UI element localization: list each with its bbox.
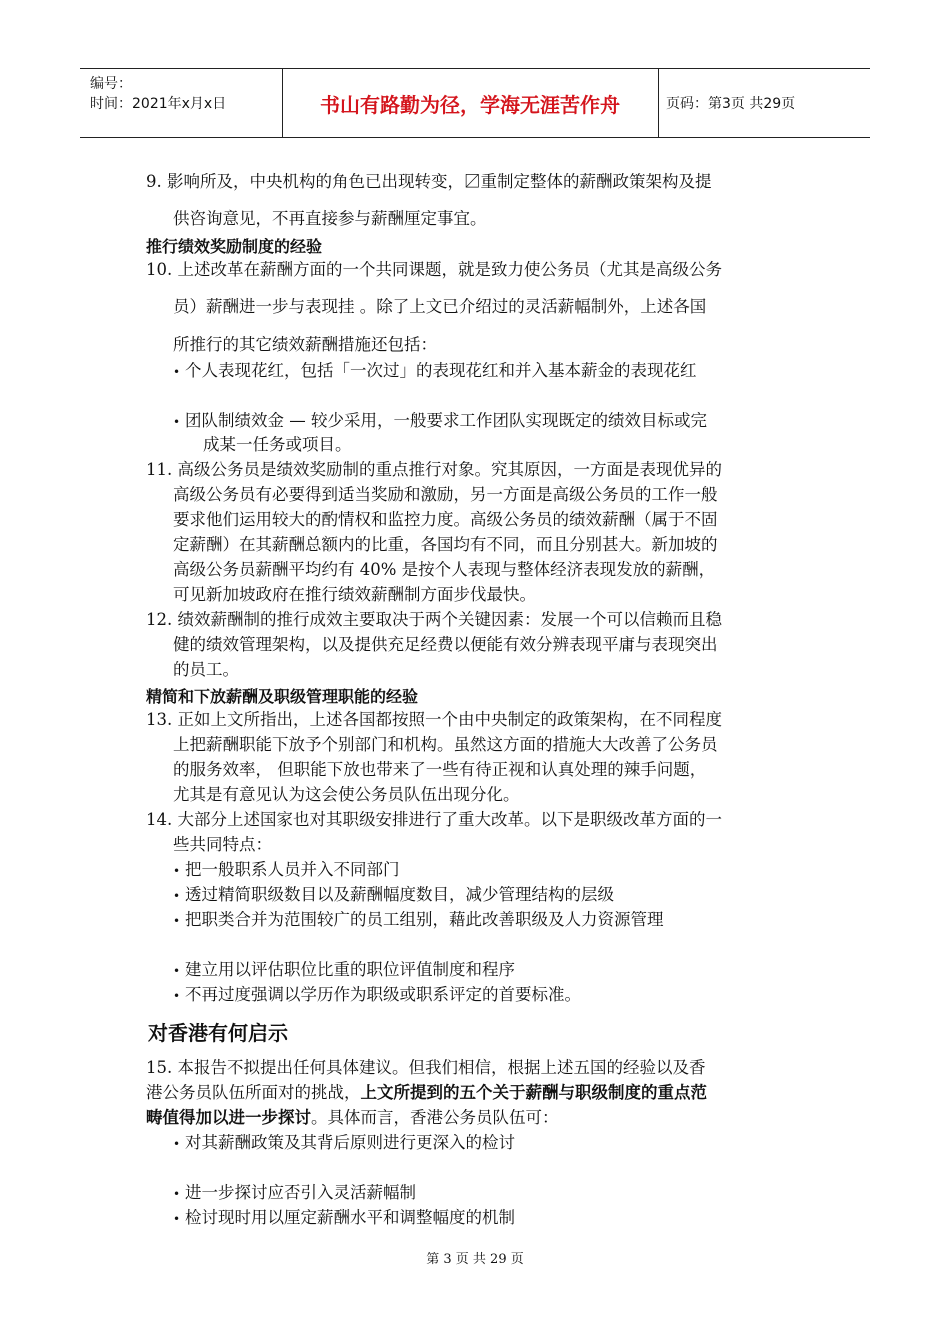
list-item-text: 把职类合并为范围较广的员工组别，藉此改善职级及人力资源管理	[185, 910, 664, 929]
list-item-text: 建立用以评估职位比重的职位评值制度和程序	[185, 960, 515, 979]
para-15-text: 港公务员队伍所面对的挑战，	[146, 1083, 361, 1102]
bullet-icon: •	[173, 964, 181, 978]
bullet-icon: •	[173, 1187, 181, 1201]
heading-performance: 推行绩效奖励制度的经验	[146, 237, 323, 256]
bullet-icon: •	[173, 914, 181, 928]
para-15-line-2	[146, 1082, 707, 1104]
motto: 书山有路勤为径，学海无涯苦作舟	[282, 69, 659, 137]
list-item-continuation: 成某一任务或项目。	[203, 435, 352, 454]
time-label: 时间：2021年x月x日	[90, 96, 227, 112]
para-11-line-3: 要求他们运用较大的酌情权和监控力度。高级公务员的绩效薪酬（属于不固	[173, 510, 718, 529]
heading-decentralization: 精简和下放薪酬及职级管理职能的经验	[146, 687, 419, 706]
list-item	[173, 959, 515, 982]
list-item	[173, 859, 400, 882]
list-item	[173, 1182, 416, 1205]
para-15-line-1: 15. 本报告不拟提出任何具体建议。但我们相信，根据上述五国的经验以及香	[146, 1058, 706, 1077]
para-9-line-2: 供咨询意见，不再直接参与薪酬厘定事宜。	[173, 209, 487, 228]
list-item-text: 团队制绩效金 — 较少采用，一般要求工作团队实现既定的绩效目标或完	[185, 411, 707, 430]
para-13-line-3: 的服务效率， 但职能下放也带来了一些有待正视和认真处理的辣手问题，	[173, 760, 707, 779]
list-item-text: 把一般职系人员并入不同部门	[185, 860, 400, 879]
heading-hong-kong: 对香港有何启示	[148, 1021, 288, 1045]
bullet-icon: •	[173, 415, 181, 429]
para-12-line-1: 12. 绩效薪酬制的推行成效主要取决于两个关键因素：发展一个可以信赖而且稳	[146, 610, 722, 629]
bullet-icon: •	[173, 1137, 181, 1151]
para-13-line-4: 尤其是有意见认为这会使公务员队伍出现分化。	[173, 785, 520, 804]
list-item-text: 进一步探讨应否引入灵活薪幅制	[185, 1183, 416, 1202]
para-11-line-2: 高级公务员有必要得到适当奖励和激励，另一方面是高级公务员的工作一般	[173, 485, 718, 504]
list-item-text: 不再过度强调以学历作为职级或职系评定的首要标准。	[185, 985, 581, 1004]
list-item	[173, 884, 614, 907]
para-9-line-1: 9. 影响所及，中央机构的角色已出现转变，〼重制定整体的薪酬政策架构及提	[146, 172, 712, 191]
page-label: 页码：第3页 共29页	[666, 96, 796, 112]
para-11-line-6: 可见新加坡政府在推行绩效薪酬制方面步伐最快。	[173, 585, 536, 604]
list-item	[173, 984, 581, 1007]
para-10-line-3: 所推行的其它绩效薪酬措施还包括：	[173, 335, 437, 354]
para-15-emphasis: 上文所提到的五个关于薪酬与职级制度的重点范	[360, 1083, 707, 1102]
header-table	[80, 68, 870, 138]
header-info-cell	[80, 69, 283, 137]
para-14-line-1: 14. 大部分上述国家也对其职级安排进行了重大改革。以下是职级改革方面的一	[146, 810, 722, 829]
para-14-line-2: 些共同特点：	[173, 835, 272, 854]
list-item	[173, 909, 664, 932]
para-12-line-3: 的员工。	[173, 660, 239, 679]
para-10-line-2: 员）薪酬进一步与表现挂 。除了上文已介绍过的灵活薪幅制外，上述各国	[173, 297, 707, 316]
para-15-text: 。具体而言，香港公务员队伍可：	[311, 1108, 559, 1127]
page-footer: 第 3 页 共 29 页	[426, 1252, 524, 1267]
list-item-text: 个人表现花红，包括「一次过」的表现花红和并入基本薪金的表现花红	[185, 361, 697, 380]
para-15-emphasis: 畴值得加以进一步探讨	[146, 1108, 311, 1127]
para-13-line-2: 上把薪酬职能下放予个别部门和机构。虽然这方面的措施大大改善了公务员	[173, 735, 718, 754]
para-15-line-3	[146, 1107, 559, 1129]
para-11-line-4: 定薪酬）在其薪酬总额内的比重，各国均有不同，而且分别甚大。新加坡的	[173, 535, 718, 554]
para-10-line-1: 10. 上述改革在薪酬方面的一个共同课题，就是致力使公务员（尤其是高级公务	[146, 260, 722, 279]
bullet-icon: •	[173, 989, 181, 1003]
list-item-text: 检讨现时用以厘定薪酬水平和调整幅度的机制	[185, 1208, 515, 1227]
bullet-icon: •	[173, 365, 181, 379]
para-11-line-5: 高级公务员薪酬平均约有 40% 是按个人表现与整体经济表现发放的薪酬，	[173, 560, 716, 579]
list-item-text: 对其薪酬政策及其背后原则进行更深入的检讨	[185, 1133, 515, 1152]
number-label: 编号：	[90, 76, 132, 92]
list-item	[173, 360, 697, 383]
bullet-icon: •	[173, 889, 181, 903]
list-item	[173, 410, 707, 433]
para-12-line-2: 健的绩效管理架构，以及提供充足经费以便能有效分辨表现平庸与表现突出	[173, 635, 718, 654]
list-item	[173, 1207, 515, 1230]
para-11-line-1: 11. 高级公务员是绩效奖励制的重点推行对象。究其原因，一方面是表现优异的	[146, 460, 722, 479]
bullet-icon: •	[173, 1212, 181, 1226]
bullet-icon: •	[173, 864, 181, 878]
para-13-line-1: 13. 正如上文所指出，上述各国都按照一个由中央制定的政策架构，在不同程度	[146, 710, 722, 729]
list-item-text: 透过精简职级数目以及薪酬幅度数目，减少管理结构的层级	[185, 885, 614, 904]
list-item	[173, 1132, 515, 1155]
